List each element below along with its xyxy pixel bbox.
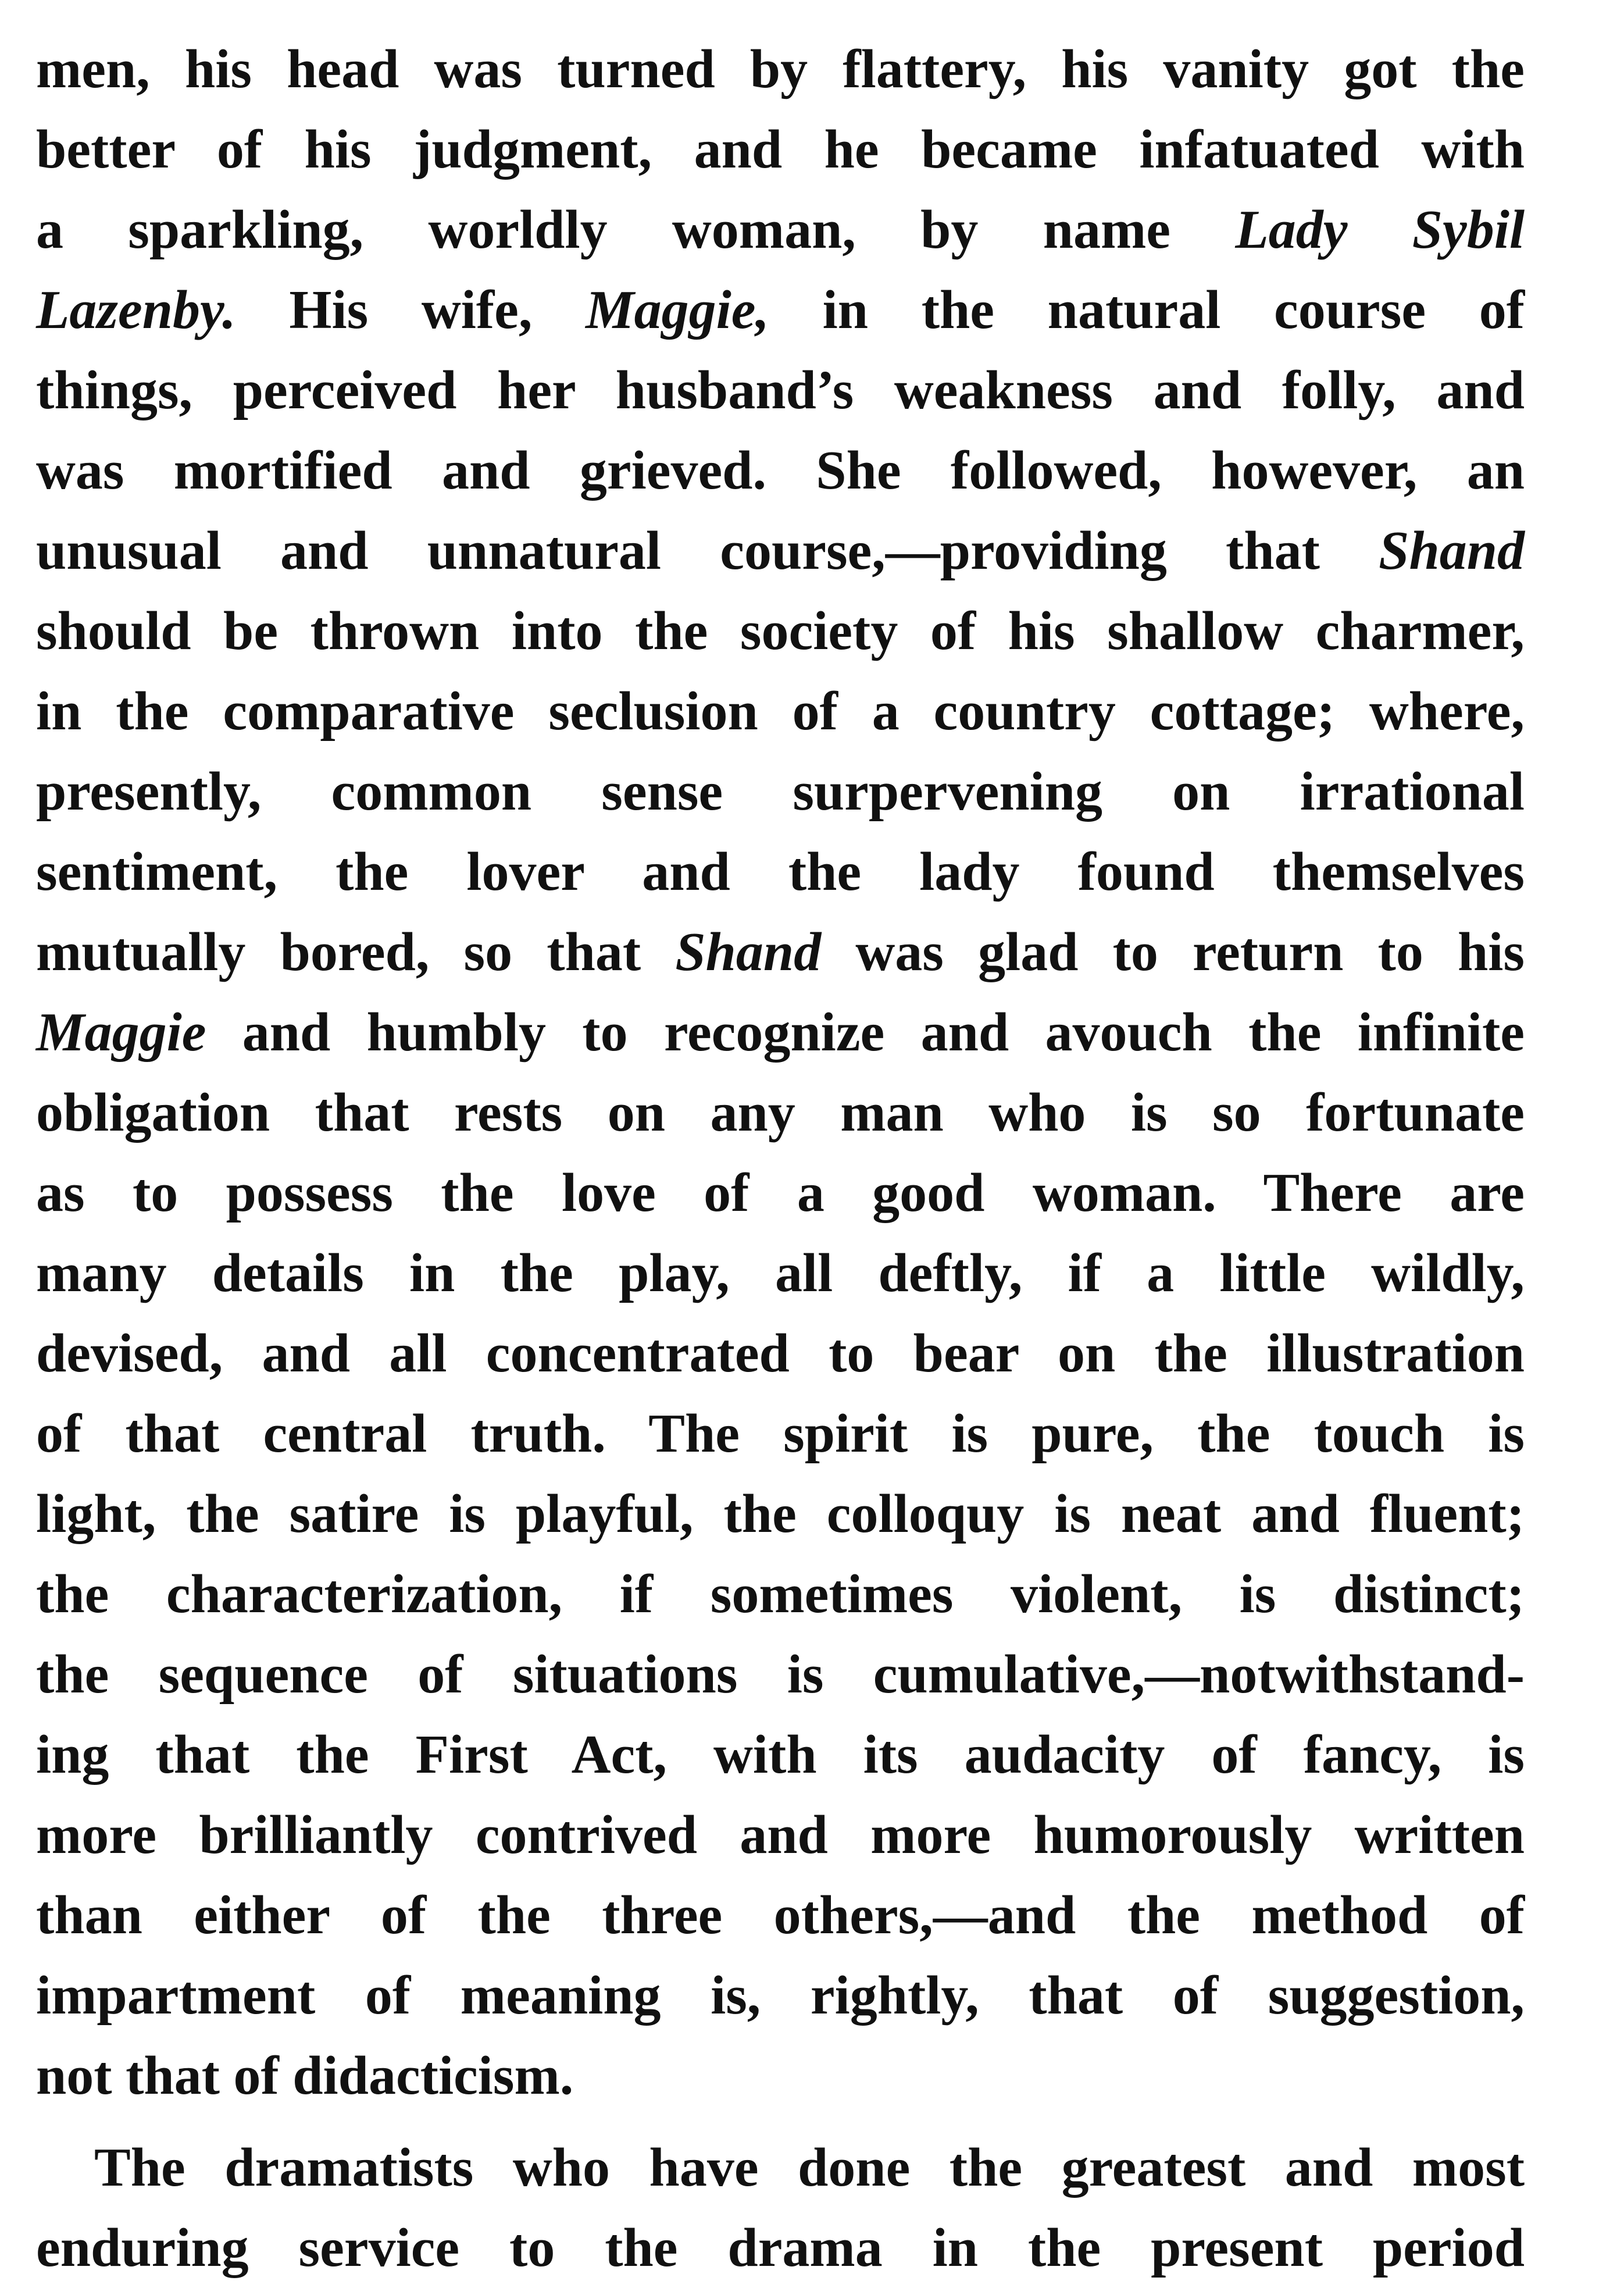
text-line: should be thrown into the society of his shallow charmer, — [36, 601, 1525, 661]
text-line: light, the satire is playful, the colloquy is neat and fluent; — [36, 1484, 1525, 1544]
text-line: men, his head was turned by flattery, his vanity got the — [36, 39, 1525, 99]
text-line: more brilliantly contrived and more humorously written — [36, 1805, 1525, 1865]
character-name: Maggie, — [586, 280, 769, 340]
text-line: in the comparative seclusion of a country cottage; where, — [36, 681, 1525, 742]
text-line — [36, 190, 1525, 270]
text-line: many details in the play, all deftly, if a little wildly, — [36, 1243, 1525, 1303]
text-segment: and humbly to recognize and avouch the infinite — [242, 1002, 1525, 1063]
text-line: The dramatists who have done the greatest and most — [94, 2137, 1525, 2198]
paragraph-2 — [36, 2127, 1525, 2288]
text-line: better of his judgment, and he became infatuated with — [36, 119, 1525, 180]
character-name: Shand — [1379, 521, 1525, 581]
text-line: impartment of meaning is, rightly, that of suggestion, — [36, 1965, 1525, 2026]
text-line: as to possess the love of a good woman. There are — [36, 1163, 1525, 1223]
text-segment: His wife, — [289, 280, 533, 340]
text-line: things, perceived her husband’s weakness and folly, and — [36, 360, 1525, 420]
text-line — [36, 912, 1525, 992]
character-name: Shand — [675, 922, 822, 982]
text-line: enduring service to the drama in the present period — [36, 2218, 1525, 2278]
character-name: Lazenby. — [36, 280, 236, 340]
text-segment: a sparkling, worldly woman, by name — [36, 199, 1171, 260]
text-line: than either of the three others,—and the method of — [36, 1885, 1525, 1945]
text-line — [36, 270, 1525, 350]
text-segment: unusual and unnatural course,—providing that — [36, 521, 1320, 581]
text-line: sentiment, the lover and the lady found themselves — [36, 842, 1525, 902]
text-line — [36, 511, 1525, 591]
text-segment: mutually bored, so that — [36, 922, 641, 982]
text-line: devised, and all concentrated to bear on the illustration — [36, 1323, 1525, 1384]
text-segment: in the natural course of — [822, 280, 1525, 340]
text-line: the sequence of situations is cumulative,—notwithstand- — [36, 1644, 1525, 1705]
text-line: was mortified and grieved. She followed, however, an — [36, 440, 1525, 501]
text-line: not that of didacticism. — [36, 2045, 574, 2106]
paragraph-gap — [36, 2116, 1525, 2127]
character-name: Lady Sybil — [1235, 199, 1525, 260]
paragraph-1 — [36, 29, 1525, 2116]
text-line — [36, 992, 1525, 1072]
text-line: obligation that rests on any man who is so fortunate — [36, 1082, 1525, 1143]
document-page — [36, 29, 1525, 2288]
text-line: of that central truth. The spirit is pure, the touch is — [36, 1403, 1525, 1464]
text-line: ing that the First Act, with its audacity of fancy, is — [36, 1724, 1525, 1785]
character-name: Maggie — [36, 1002, 206, 1063]
text-segment: was glad to return to his — [855, 922, 1525, 982]
text-line: the characterization, if sometimes violent, is distinct; — [36, 1564, 1525, 1624]
text-line: presently, common sense surpervening on irrational — [36, 761, 1525, 822]
